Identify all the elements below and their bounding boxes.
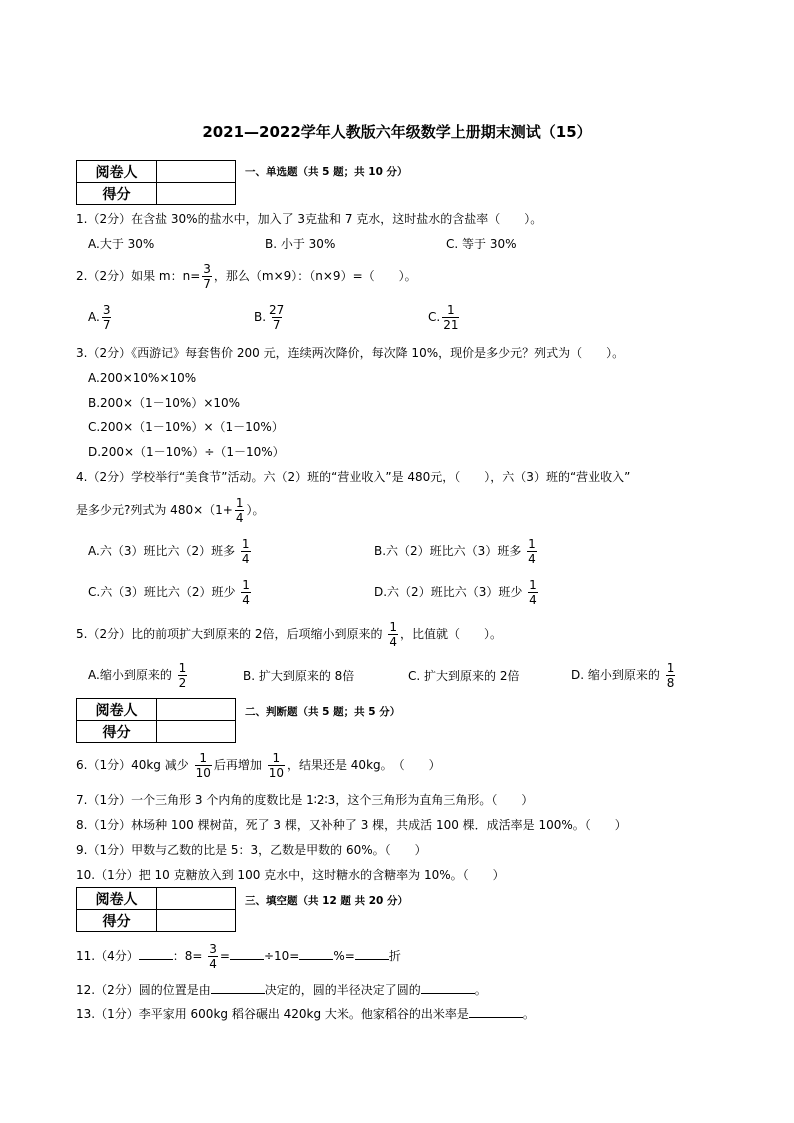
q4-option-d: D.六（2）班比六（3）班少 $\frac{1}{4}$ [374,578,537,607]
score-cell[interactable] [157,721,236,743]
q2-option-b: B. $\frac{27}{7}$ [254,303,285,332]
section-2-header: 二、判断题（共 5 题；共 5 分） [245,706,401,718]
q3-option-b: B.200×（1－10%）×10% [88,396,241,410]
q3-option-d: D.200×（1－10%）÷（1－10%） [88,445,285,459]
q2-option-c: C. $\frac{1}{21}$ [428,303,459,332]
question-6: 6.（1分）40kg 减少 $\frac{1}{10}$ 后再增加 $\frac{1}{10}$ ，结果还是 40kg。 （ ） [76,751,441,780]
q1-option-b: B. 小于 30% [265,237,336,251]
question-7: 7.（1分）一个三角形 3 个内角的度数比是 1∶2∶3，这个三角形为直角三角形。（ ） [76,793,534,807]
q1-option-c: C. 等于 30% [446,237,517,251]
score-table-1 [76,160,236,205]
answer-blank[interactable] [299,948,333,960]
answer-blank[interactable] [421,982,475,994]
q4-option-a: A.六（3）班比六（2）班多 $\frac{1}{4}$ [88,537,250,566]
score-cell[interactable] [157,910,236,932]
question-9: 9.（1分）甲数与乙数的比是 5：3，乙数是甲数的 60%。（ ） [76,843,427,857]
q2-option-a: A. $\frac{3}{7}$ [88,303,111,332]
q5-option-d: D. 缩小到原来的 $\frac{1}{8}$ [571,661,675,690]
q5-option-b: B. 扩大到原来的 8倍 [243,669,355,683]
score-label: 得分 [77,721,157,743]
q1-option-a: A.大于 30% [88,237,155,251]
reviewer-label: 阅卷人 [77,699,157,721]
question-8: 8.（1分）林场种 100 棵树苗，死了 3 棵，又补种了 3 棵，共成活 100 棵．成活率是 100%。（ ） [76,818,627,832]
q4-option-c: C.六（3）班比六（2）班少 $\frac{1}{4}$ [88,578,250,607]
question-10: 10.（1分）把 10 克糖放入到 100 克水中，这时糖水的含糖率为 10%。（ ） [76,868,505,882]
score-label: 得分 [77,183,157,205]
question-13: 13.（1分）李平家用 600kg 稻谷碾出 420kg 大米。他家稻谷的出米率是 。 [76,1007,535,1021]
reviewer-label: 阅卷人 [77,161,157,183]
question-2: 2.（2分）如果 m：n= $\frac{3}{7}$ ，那么（m×9）：（n×9）=（ ）。 [76,262,417,291]
question-3: 3.（2分）《西游记》每套售价 200 元，连续两次降价，每次降 10%，现价是多少元？列式为（ ）。 [76,346,625,360]
question-4-line1: 4.（2分）学校举行“美食节”活动。六（2）班的“营业收入”是 480元，（ ），六（3）班的“营业收入” [76,470,631,484]
question-12: 12.（2分）圆的位置是由 决定的，圆的半径决定了圆的 。 [76,983,487,997]
answer-blank[interactable] [230,948,264,960]
q3-option-c: C.200×（1－10%）×（1－10%） [88,420,284,434]
score-label: 得分 [77,910,157,932]
page-title: 2021—2022学年人教版六年级数学上册期末测试（15） [202,123,592,141]
answer-blank[interactable] [139,948,173,960]
answer-blank[interactable] [211,982,265,994]
q4-option-b: B.六（2）班比六（3）班多 $\frac{1}{4}$ [374,537,536,566]
reviewer-cell[interactable] [157,699,236,721]
q5-option-a: A.缩小到原来的 $\frac{1}{2}$ [88,661,187,690]
reviewer-cell[interactable] [157,888,236,910]
answer-blank[interactable] [355,948,389,960]
question-4-line2: 是多少元?列式为 480×（1+ $\frac{1}{4}$ ）。 [76,496,265,525]
question-11: 11.（4分） ：8= $\frac{3}{4}$ = ÷10= %= 折 [76,942,401,971]
score-table-3 [76,887,236,932]
q3-option-a: A.200×10%×10% [88,371,197,385]
fraction: $\frac{3}{7}$ [203,262,211,291]
section-3-header: 三、填空题（共 12 题 共 20 分） [245,895,409,907]
answer-blank[interactable] [469,1006,523,1018]
question-5: 5.（2分）比的前项扩大到原来的 2倍，后项缩小到原来的 $\frac{1}{4}$ ，比值就（ ）。 [76,620,503,649]
score-cell[interactable] [157,183,236,205]
reviewer-label: 阅卷人 [77,888,157,910]
reviewer-cell[interactable] [157,161,236,183]
q5-option-c: C. 扩大到原来的 2倍 [408,669,520,683]
section-1-header: 一、单选题（共 5 题；共 10 分） [245,166,408,178]
score-table-2 [76,698,236,743]
question-1: 1.（2分）在含盐 30%的盐水中，加入了 3克盐和 7 克水，这时盐水的含盐率（ ）。 [76,212,543,226]
